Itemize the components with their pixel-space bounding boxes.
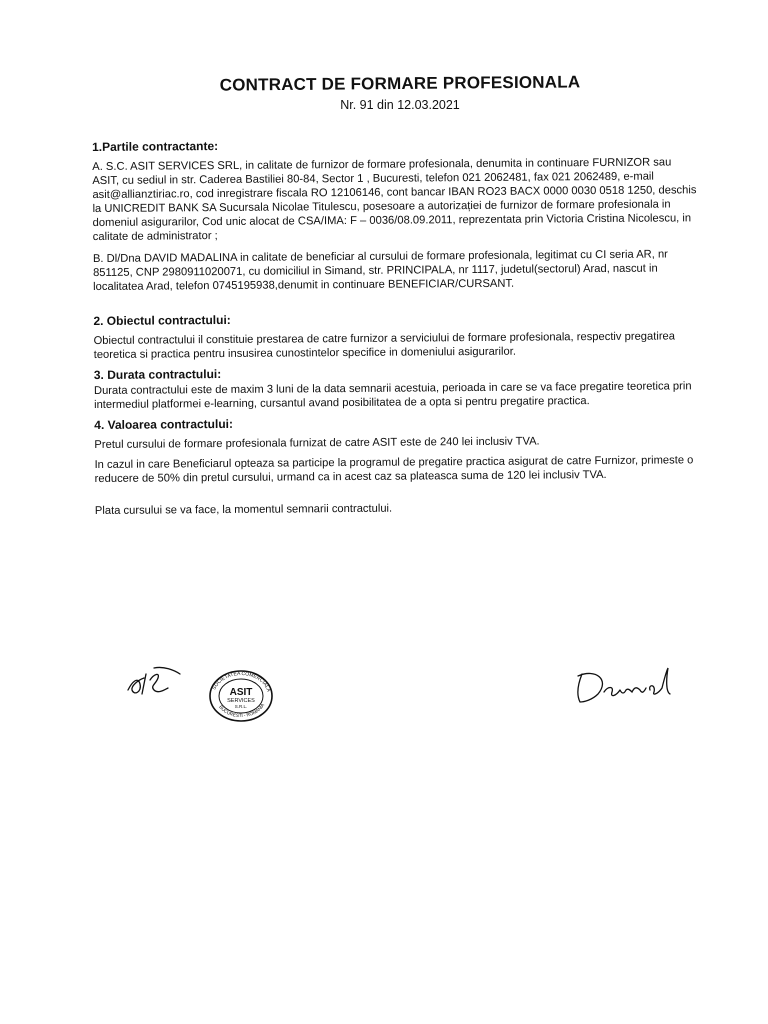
section-heading: 1.Partile contractante: (92, 139, 219, 154)
document-number: Nr. 91 din 12.03.2021 (340, 98, 460, 112)
stamp-center-sub: SERVICES (227, 698, 255, 704)
company-stamp (206, 668, 276, 724)
stamp-bottom-text: BUCURESTI - ROMANIA (218, 702, 266, 719)
payment-paragraph: Plata cursului se va face, la momentul semnarii contractului. (94, 502, 393, 517)
document-title: CONTRACT DE FORMARE PROFESIONALA (219, 72, 581, 95)
price-paragraph: Pretul cursului de formare profesionala furnizat de catre ASIT este de 240 lei inclusiv TVA. (94, 435, 540, 451)
beneficiary-signature (570, 660, 680, 710)
section-parties (92, 135, 698, 294)
discount-paragraph: In cazul in care Beneficiarul opteaza sa participe la programul de pregatire practica asigurat de catre Furnizor, primeste o reducere de 50% din pretul cursului, urmand ca in acest caz sa plateasca suma de 120 lei inclusiv TVA. (94, 454, 694, 485)
section-object (93, 309, 698, 362)
contract-body (92, 135, 700, 518)
party-b-paragraph: B. Dl/Dna DAVID MADALINA in calitate de beneficiar al cursului de formare profesionala, legitimat cu CI seria AR, nr 851125, CNP 2980911020071, cu domiciliul in Simand, str. PRINCIPALA, nr 1117, judetul(sectorul) Arad, nascut in localitatea Arad, telefon 0745195938,denumit in continuare BENEFICIAR/CURSANT. (92, 248, 668, 293)
administrator-signature (124, 660, 184, 702)
stamp-outer-text: SOCIETATEA COMERCIALA (211, 670, 272, 693)
section-duration (94, 363, 699, 412)
duration-paragraph: Durata contractului este de maxim 3 luni de la data semnarii acestuia, perioada in care se va face pregatire teoretica prin intermediul platformei e-learning, cursantul avand posibilitatea de a opta si pentru pregatire practica. (93, 380, 692, 411)
stamp-center-sub2: S.R.L. (234, 704, 248, 709)
party-a-paragraph: A. S.C. ASIT SERVICES SRL, in calitate de furnizor de formare profesionala, denumita in continuare FURNIZOR sau ASIT, cu sediul in str. Caderea Bastiliei 80-84, Sector 1 , Bucuresti, telefon 021 2062481, fax 021 2062489, e-mail asit@allianztiriac.ro, cod inregistrare fiscala RO 12106146, cont bancar IBAN RO23 BACX 0000 0030 0518 1250, deschis la UNICREDIT BANK SA Sucursala Nicolae Titulescu, posesoare a autorizației de furnizor de formare profesionala in domeniul asigurarilor, Cod unic alocat de CSA/IMA: F – 0036/08.09.2011, reprezentata prin Victoria Cristina Nicolescu, in calitate de administrator ; (92, 156, 697, 243)
section-heading: 4. Valoarea contractului: (94, 416, 234, 432)
object-paragraph: Obiectul contractului il constituie prestarea de catre furnizor a serviciului de formare profesionala, respectiv pregatirea teoretica si practica pentru insusirea cunostintelor specifice in domeniului asigurarilor. (93, 330, 676, 361)
section-value (94, 413, 700, 518)
section-heading: 3. Durata contractului: (93, 366, 222, 382)
section-heading: 2. Obiectul contractului: (93, 312, 231, 328)
stamp-center-text: ASIT (229, 687, 253, 698)
